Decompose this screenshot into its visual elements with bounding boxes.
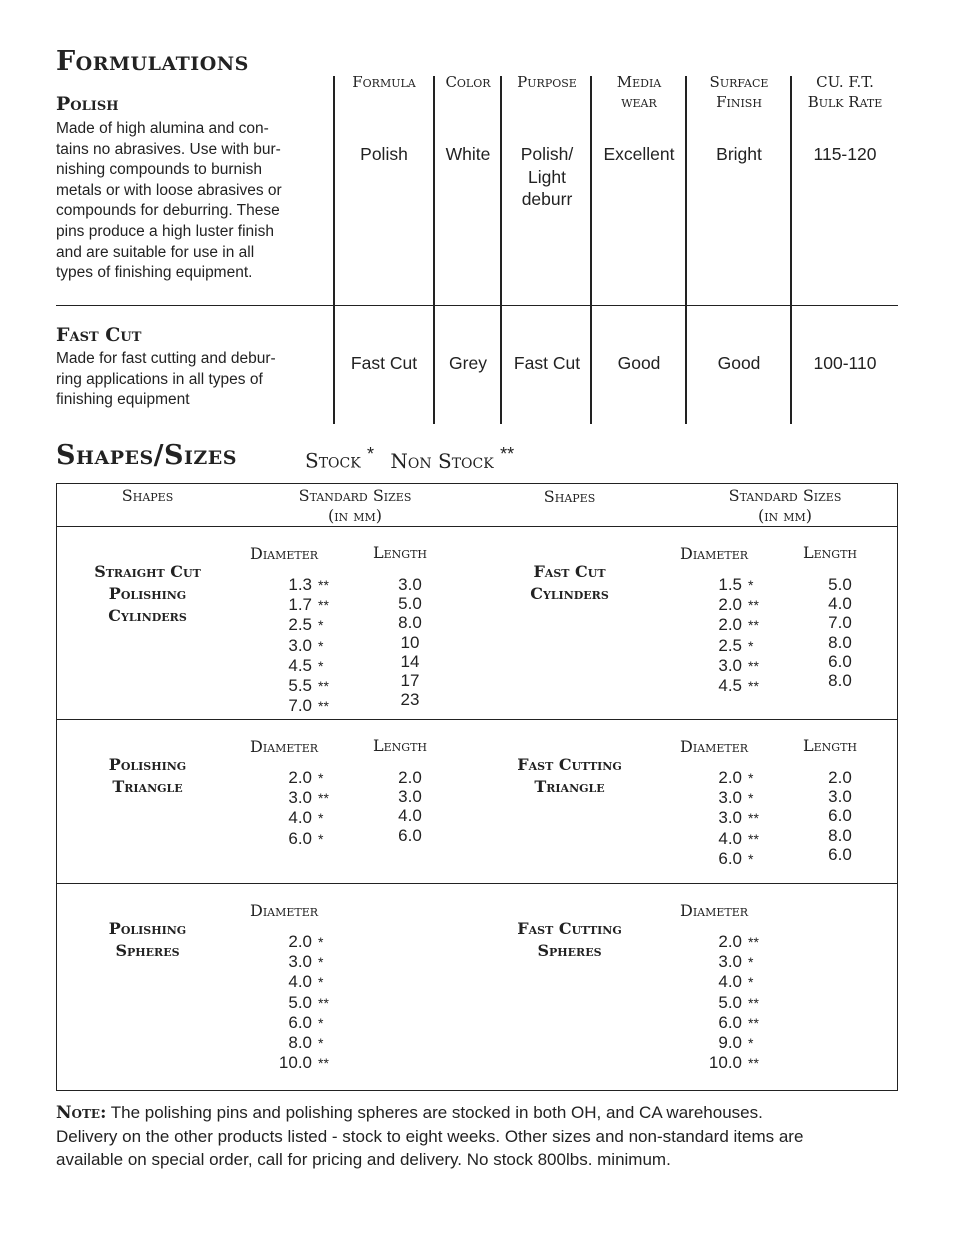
diameter-value: 6.0 (718, 1012, 742, 1032)
shape-name-line: Cylinders (530, 584, 609, 603)
stock-mark: ** (318, 698, 329, 715)
diameter-label: Diameter (250, 737, 319, 756)
stock-mark: * (748, 790, 754, 807)
diameter-item (706, 952, 759, 972)
stock-mark: ** (748, 810, 759, 827)
description-line: metals or with loose abrasives or (56, 181, 282, 199)
diameter-value: 4.0 (718, 972, 742, 992)
col-header-line: Purpose (517, 73, 577, 91)
diameter-value: 8.0 (288, 1033, 312, 1053)
description-line: and are suitable for use in all (56, 243, 255, 261)
note-line: The polishing pins and polishing spheres are stocked in both OH, and CA warehouses. (110, 1103, 763, 1122)
shape-name (482, 918, 657, 962)
shapes-sizes-title: Shapes/Sizes (56, 440, 238, 471)
diameter-item (706, 932, 759, 952)
stock-mark: * (748, 1035, 754, 1052)
diameter-item (276, 808, 329, 828)
diameter-item (706, 636, 759, 656)
diameter-value: 6.0 (288, 1012, 312, 1032)
diameter-value: 4.0 (718, 828, 742, 848)
description-line: tains no abrasives. Use with bur- (56, 140, 281, 158)
stock-mark: ** (318, 597, 329, 614)
polish-color: White (445, 144, 491, 164)
col-header-line: Color (445, 73, 491, 91)
polish-formula: Polish (360, 144, 408, 164)
diameter-value: 4.5 (288, 655, 312, 675)
col-header-line: Formula (352, 73, 416, 91)
header-line: (in mm) (327, 506, 383, 525)
diameter-value: 6.0 (288, 828, 312, 848)
length-item: 3.0 (398, 787, 422, 807)
description-line: finishing equipment (56, 391, 190, 409)
length-list (803, 575, 877, 690)
stock-mark: ** (748, 678, 759, 695)
diameter-label: Diameter (680, 737, 749, 756)
stock-mark: * (318, 830, 324, 847)
description-line: Made of high alumina and con- (56, 120, 269, 137)
stock-mark: * (318, 954, 324, 971)
length-label: Length (373, 543, 427, 562)
description-line: nishing compounds to burnish (56, 161, 262, 179)
row-divider (56, 526, 898, 527)
note (56, 1101, 916, 1171)
description-line: ring applications in all types of (56, 370, 263, 388)
diameter-value: 7.0 (288, 696, 312, 716)
diameter-item (276, 676, 329, 696)
stock-mark: * (748, 577, 754, 593)
fast-cut-purpose (503, 352, 591, 375)
stock-mark: ** (748, 830, 759, 847)
diameter-value: 4.5 (718, 676, 742, 696)
diameter-item (706, 1033, 759, 1053)
length-item: 6.0 (828, 844, 852, 864)
col-header-line: CU. F.T. (816, 73, 874, 91)
shape-name (482, 754, 657, 798)
column-divider (685, 76, 687, 424)
header-line: (in mm) (757, 506, 813, 525)
diameter-list (276, 932, 329, 1073)
diameter-item (706, 1053, 759, 1073)
diameter-item (706, 972, 759, 992)
stock-mark: * (318, 934, 324, 950)
length-item: 7.0 (828, 613, 852, 633)
length-item: 5.0 (828, 575, 852, 594)
stock-mark: ** (748, 1055, 759, 1072)
shape-name-line: Fast Cutting (517, 755, 622, 774)
col-header-media-wear (593, 72, 685, 112)
shape-name (60, 918, 235, 962)
col-header-line: Surface (709, 73, 769, 91)
col-header-surface-finish (688, 72, 790, 112)
length-item: 10 (400, 632, 420, 652)
stock-mark: ** (748, 994, 759, 1011)
length-list (373, 768, 447, 845)
stock-mark: ** (748, 934, 759, 950)
purpose-line: Polish/ (520, 144, 574, 164)
stock-mark: * (318, 974, 324, 991)
diameter-item (276, 993, 329, 1013)
shape-name-line: Polishing (108, 919, 187, 938)
note-line: Delivery on the other products listed - stock to eight weeks. Other sizes and non-standard items are (56, 1127, 804, 1146)
fast-cut-heading: Fast Cut (56, 324, 142, 346)
stock-mark: * (748, 637, 754, 654)
stock-mark: ** (748, 1014, 759, 1031)
col-header-line: Finish (716, 93, 762, 111)
diameter-item (706, 849, 759, 869)
stock-mark: * (318, 1035, 324, 1052)
diameter-value: 3.0 (718, 788, 742, 808)
shape-name-line: Fast Cutting (517, 919, 622, 938)
diameter-item (276, 932, 329, 952)
diameter-item (706, 615, 759, 635)
shape-name-line: Straight Cut (94, 562, 201, 581)
diameter-item (276, 595, 329, 615)
col-header-purpose (503, 72, 591, 92)
diameter-list (706, 932, 759, 1073)
length-list (373, 575, 447, 709)
polish-description (56, 119, 331, 284)
diameter-value: 3.0 (718, 952, 742, 972)
length-label: Length (803, 543, 857, 562)
diameter-item (276, 696, 329, 716)
length-item: 4.0 (398, 806, 422, 826)
diameter-item (276, 615, 329, 635)
diameter-value: 2.0 (718, 768, 742, 787)
purpose-line: deburr (521, 189, 573, 209)
length-item: 23 (400, 690, 420, 710)
stock-mark: ** (318, 790, 329, 807)
polish-purpose (503, 143, 591, 211)
diameter-item (706, 595, 759, 615)
diameter-item (706, 1013, 759, 1033)
diameter-value: 2.5 (718, 635, 742, 655)
diameter-value: 3.0 (288, 952, 312, 972)
diameter-item (706, 829, 759, 849)
shape-name-line: Spheres (115, 941, 180, 960)
diameter-item (276, 636, 329, 656)
shape-name-line: Polishing (108, 584, 187, 603)
stock-mark: * (318, 1014, 324, 1031)
diameter-item (706, 993, 759, 1013)
diameter-value: 4.0 (288, 808, 312, 828)
length-item: 6.0 (828, 806, 852, 826)
diameter-item (276, 972, 329, 992)
length-item: 2.0 (828, 768, 852, 787)
col-header-formula (336, 72, 432, 92)
shape-name-line: Fast Cut (533, 562, 606, 581)
diameter-list (276, 575, 329, 716)
length-item: 8.0 (828, 671, 852, 691)
polish-heading: Polish (56, 93, 119, 115)
diameter-item (706, 768, 759, 788)
diameter-label: Diameter (250, 901, 319, 920)
header-shapes-right: Shapes (543, 487, 596, 506)
stock-mark: * (748, 770, 754, 786)
diameter-list (276, 768, 329, 849)
diameter-value: 2.0 (718, 595, 742, 615)
stock-label: Stock (305, 448, 361, 473)
shape-name (482, 561, 657, 605)
stock-mark: ** (318, 1055, 329, 1072)
stock-mark: * (367, 444, 375, 464)
length-item: 8.0 (398, 613, 422, 633)
stock-mark: * (318, 617, 324, 634)
diameter-value: 10.0 (278, 1053, 312, 1073)
length-item: 6.0 (828, 651, 852, 671)
diameter-item (276, 829, 329, 849)
header-standard-sizes-right (680, 486, 890, 526)
diameter-value: 4.0 (288, 972, 312, 992)
shape-name (60, 561, 235, 627)
length-label: Length (373, 736, 427, 755)
stock-mark: * (318, 637, 324, 654)
diameter-value: 5.0 (288, 992, 312, 1012)
length-label: Length (803, 736, 857, 755)
description-line: types of finishing equipment. (56, 264, 253, 282)
stock-mark: * (318, 770, 324, 786)
diameter-value: 3.0 (288, 788, 312, 808)
diameter-item (276, 788, 329, 808)
length-item: 3.0 (828, 787, 852, 807)
diameter-value: 2.0 (288, 932, 312, 951)
fast-cut-media-wear: Good (617, 353, 661, 373)
length-item: 17 (400, 671, 420, 691)
length-item: 14 (400, 651, 420, 671)
row-divider (56, 719, 898, 720)
formulations-title: Formulations (56, 46, 249, 77)
diameter-item (706, 575, 759, 595)
length-item: 6.0 (398, 825, 422, 845)
diameter-item (706, 676, 759, 696)
diameter-value: 2.0 (718, 615, 742, 635)
diameter-list (706, 768, 759, 869)
stock-mark: * (748, 954, 754, 971)
stock-mark: ** (318, 577, 329, 593)
diameter-value: 1.5 (718, 575, 742, 594)
polish-surface-finish: Bright (716, 144, 762, 164)
non-stock-mark: ** (500, 444, 515, 464)
header-line: Standard Sizes (728, 486, 842, 505)
stock-mark: ** (318, 678, 329, 695)
diameter-value: 10.0 (708, 1053, 742, 1073)
col-header-line: Media (616, 73, 662, 91)
diameter-value: 2.5 (288, 615, 312, 635)
diameter-item (276, 575, 329, 595)
column-divider (500, 76, 502, 424)
diameter-value: 1.7 (288, 595, 312, 615)
length-item: 3.0 (398, 575, 422, 594)
header-shapes-left: Shapes (121, 486, 174, 505)
diameter-value: 5.0 (718, 992, 742, 1012)
diameter-value: 3.0 (718, 655, 742, 675)
diameter-item (706, 808, 759, 828)
diameter-list (706, 575, 759, 696)
diameter-item (276, 1013, 329, 1033)
diameter-item (276, 952, 329, 972)
note-label: Note: (56, 1103, 107, 1123)
diameter-label: Diameter (680, 901, 749, 920)
length-item: 5.0 (398, 594, 422, 614)
polish-bulk-rate: 115-120 (813, 144, 877, 164)
stock-mark: * (318, 657, 324, 674)
header-line: Standard Sizes (298, 486, 412, 505)
stock-mark: * (318, 810, 324, 827)
diameter-value: 3.0 (718, 808, 742, 828)
diameter-value: 3.0 (288, 635, 312, 655)
col-header-line: Bulk Rate (807, 93, 883, 111)
length-item: 2.0 (398, 768, 422, 787)
col-header-color (436, 72, 500, 92)
note-line: available on special order, call for pricing and delivery. No stock 800lbs. minimum. (56, 1150, 671, 1169)
diameter-value: 9.0 (718, 1033, 742, 1053)
col-header-bulk-rate (793, 72, 897, 112)
stock-mark: ** (748, 597, 759, 614)
shape-name-line: Polishing (108, 755, 187, 774)
fast-cut-bulk-rate: 100-110 (813, 353, 877, 373)
diameter-item (276, 768, 329, 788)
column-divider (790, 76, 792, 424)
row-divider (56, 305, 898, 306)
fast-cut-surface-finish: Good (717, 353, 761, 373)
non-stock-label: Non Stock (390, 448, 494, 473)
description-line: compounds for deburring. These (56, 202, 280, 220)
row-divider (56, 883, 898, 884)
fast-cut-description (56, 349, 331, 411)
fast-cut-formula: Fast Cut (350, 353, 418, 373)
shape-name-line: Triangle (112, 777, 183, 796)
column-divider (333, 76, 335, 424)
length-item: 8.0 (828, 825, 852, 845)
stock-mark: * (748, 974, 754, 991)
diameter-label: Diameter (250, 544, 319, 563)
diameter-value: 2.0 (288, 768, 312, 787)
header-standard-sizes-left (250, 486, 460, 526)
shape-name-line: Cylinders (108, 606, 187, 625)
diameter-item (706, 656, 759, 676)
column-divider (433, 76, 435, 424)
stock-mark: ** (748, 617, 759, 634)
stock-mark: ** (748, 657, 759, 674)
stock-mark: * (748, 850, 754, 867)
col-header-line: wear (621, 93, 657, 111)
diameter-item (706, 788, 759, 808)
description-line: Made for fast cutting and debur- (56, 350, 276, 367)
purpose-line: Light (528, 166, 566, 187)
length-item: 4.0 (828, 594, 852, 614)
diameter-item (276, 1053, 329, 1073)
shape-name-line: Spheres (537, 941, 602, 960)
diameter-item (276, 656, 329, 676)
purpose-line: Fast Cut (513, 353, 581, 373)
length-list (803, 768, 877, 864)
diameter-label: Diameter (680, 544, 749, 563)
diameter-value: 5.5 (288, 676, 312, 696)
diameter-value: 2.0 (718, 932, 742, 951)
stock-legend (305, 444, 514, 473)
shape-name (60, 754, 235, 798)
diameter-value: 6.0 (718, 848, 742, 868)
diameter-item (276, 1033, 329, 1053)
shape-name-line: Triangle (534, 777, 605, 796)
description-line: pins produce a high luster finish (56, 222, 274, 240)
length-item: 8.0 (828, 632, 852, 652)
stock-mark: ** (318, 994, 329, 1011)
diameter-value: 1.3 (288, 575, 312, 594)
fast-cut-color: Grey (449, 353, 487, 373)
polish-media-wear: Excellent (603, 144, 675, 164)
